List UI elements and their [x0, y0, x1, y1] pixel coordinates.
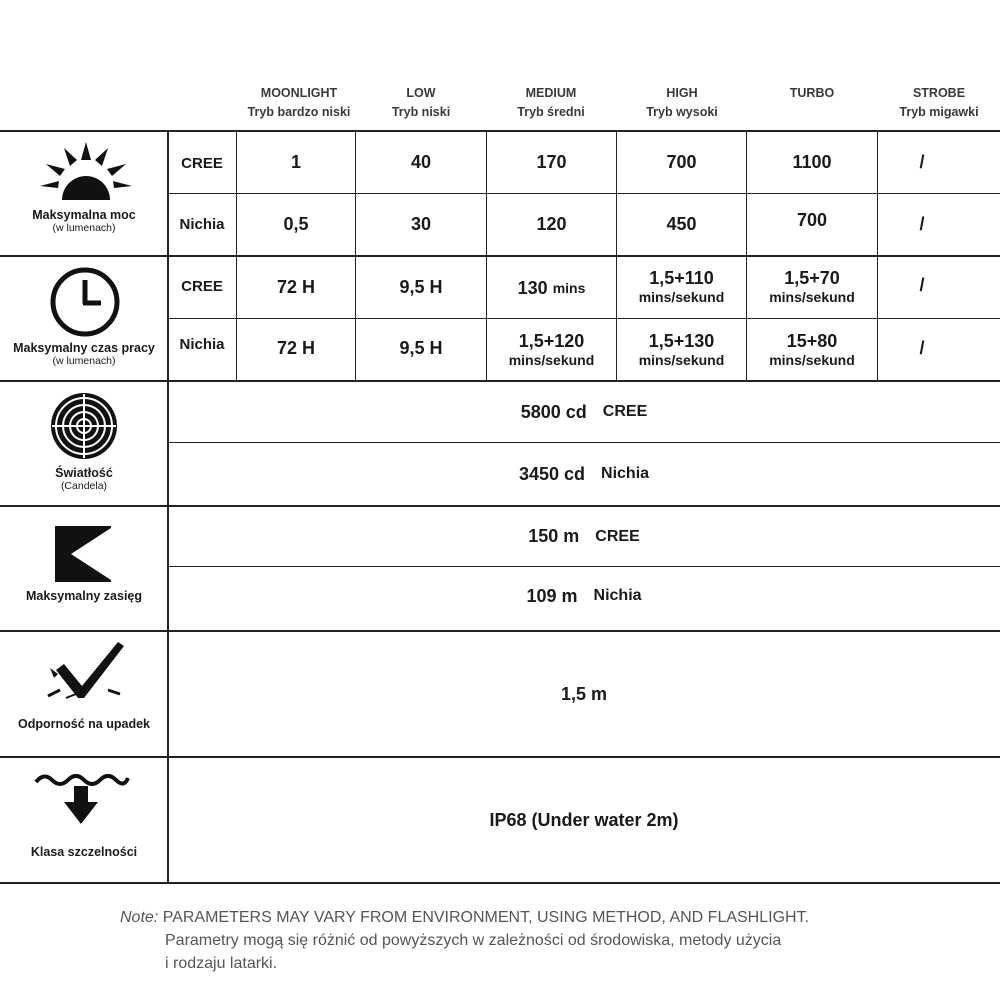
- power-nichia-medium: 120: [536, 214, 567, 234]
- power-cree-moonlight: 1: [290, 151, 301, 172]
- runtime-cree-strobe: [878, 256, 966, 314]
- value: 150 m: [528, 526, 580, 546]
- note-line: PARAMETERS MAY VARY FROM ENVIRONMENT, USING METHOD, AND FLASHLIGHT.: [162, 909, 810, 926]
- range-label: [0, 589, 168, 603]
- value: 1,5 m: [560, 683, 608, 704]
- runtime-cree-medium: [487, 256, 616, 320]
- led-label: Nichia: [179, 335, 225, 353]
- header-mode: TURBO: [789, 86, 835, 100]
- beam-icon: [55, 526, 111, 587]
- power-cree-turbo: 1100: [792, 151, 832, 172]
- power-cree-high: 700: [666, 151, 697, 172]
- power-nichia-low: 30: [410, 214, 432, 234]
- value: 9,5 H: [399, 337, 443, 358]
- range-cree: [168, 507, 1000, 566]
- runtime-label: [0, 341, 168, 367]
- led-label: CREE: [595, 527, 640, 545]
- value: /: [919, 337, 925, 358]
- power-cree-low: 40: [410, 151, 432, 172]
- power-label: [0, 208, 168, 234]
- led-label: Nichia: [179, 215, 225, 233]
- runtime-cree-low: [356, 256, 486, 318]
- note-prefix: Note:: [120, 909, 159, 926]
- header-mode: MEDIUM: [525, 86, 577, 100]
- header-sub: Tryb niski: [391, 105, 451, 119]
- value: 3450 cd: [518, 463, 586, 484]
- header-sub: Tryb migawki: [899, 105, 979, 119]
- power-nichia-moonlight: 0,5: [283, 214, 309, 234]
- power-nichia-strobe: /: [919, 214, 925, 234]
- runtime-cree-high: [617, 256, 746, 318]
- header-sub: Tryb średni: [517, 105, 585, 119]
- power-nichia-high: 450: [666, 214, 697, 234]
- unit: mins/sekund: [638, 351, 725, 368]
- header-moonlight: [233, 84, 365, 122]
- runtime-nichia-low: [356, 319, 486, 377]
- header-sub: Tryb wysoki: [646, 105, 718, 119]
- value: 1,5+120: [518, 330, 585, 351]
- header-mode: LOW: [406, 86, 436, 100]
- waterproof-label: [0, 845, 168, 859]
- value: IP68 (Under water 2m): [489, 809, 679, 830]
- value: 1,5+110: [649, 268, 714, 288]
- footnote: [120, 906, 809, 975]
- header-high: [617, 84, 747, 122]
- header-mode: MOONLIGHT: [260, 86, 338, 100]
- category-subtitle: (Candela): [60, 480, 108, 492]
- runtime-nichia-moonlight: [237, 319, 355, 377]
- runtime-cree-moonlight: [237, 256, 355, 318]
- intensity-cree: [168, 382, 1000, 442]
- note-line: Parametry mogą się różnić od powyższych w zależności od środowiska, metody użycia: [165, 932, 782, 949]
- runtime-nichia-medium: [487, 319, 616, 380]
- value: 109 m: [526, 585, 578, 606]
- led-label: CREE: [181, 277, 223, 295]
- waterproof-value: [168, 758, 1000, 882]
- category-title: Maksymalny zasięg: [25, 589, 143, 603]
- power-cree-strobe: /: [919, 151, 925, 172]
- header-mode: HIGH: [666, 86, 698, 100]
- sun-icon: [40, 142, 132, 207]
- power-nichia-turbo: 700: [796, 210, 828, 230]
- category-subtitle: (w lumenach): [52, 355, 116, 367]
- runtime-nichia-high: [617, 319, 746, 380]
- header-mode: STROBE: [912, 86, 966, 100]
- target-icon: [49, 391, 119, 466]
- header-low: [356, 84, 486, 122]
- value: 1,5+70: [784, 268, 840, 288]
- range-nichia: [168, 567, 1000, 625]
- impact-check-icon: [46, 642, 126, 705]
- intensity-nichia: [168, 443, 1000, 505]
- value: 9,5 H: [399, 276, 443, 297]
- runtime-cree-turbo: [747, 256, 877, 318]
- category-title: Maksymalna moc: [32, 208, 136, 222]
- category-title: Klasa szczelności: [30, 845, 138, 859]
- unit: mins/sekund: [769, 351, 855, 368]
- value: /: [919, 274, 925, 295]
- category-subtitle: (w lumenach): [52, 222, 116, 234]
- note-line: i rodzaju latarki.: [165, 955, 278, 972]
- runtime-nichia-turbo: [747, 319, 877, 380]
- led-label: CREE: [602, 403, 648, 420]
- impact-label: [0, 717, 168, 731]
- impact-value: [168, 632, 1000, 756]
- header-sub: Tryb bardzo niski: [247, 105, 351, 119]
- header-strobe: [874, 84, 1000, 122]
- value: 1,5+130: [648, 330, 715, 351]
- led-label: Nichia: [601, 465, 650, 482]
- unit: mins: [552, 280, 586, 296]
- value: 5800 cd: [520, 401, 587, 422]
- category-title: Światłość: [55, 466, 113, 480]
- unit: mins/sekund: [508, 351, 595, 368]
- clock-icon: [49, 266, 121, 343]
- unit: mins/sekund: [638, 289, 725, 305]
- category-title: Odporność na upadek: [18, 717, 150, 731]
- value: 72 H: [276, 276, 316, 297]
- header-turbo: [747, 84, 877, 103]
- value: 130: [517, 277, 548, 298]
- intensity-label: [0, 466, 168, 492]
- unit: mins/sekund: [769, 289, 855, 305]
- runtime-nichia-strobe: [878, 319, 966, 377]
- power-cree-medium: 170: [536, 151, 567, 172]
- header-medium: [486, 84, 616, 122]
- value: 72 H: [276, 337, 316, 358]
- rule: [0, 882, 1000, 884]
- category-title: Maksymalny czas pracy: [13, 341, 155, 355]
- water-arrow-icon: [34, 770, 130, 831]
- led-label: CREE: [181, 154, 223, 172]
- led-label: Nichia: [593, 587, 642, 604]
- value: 15+80: [786, 330, 838, 351]
